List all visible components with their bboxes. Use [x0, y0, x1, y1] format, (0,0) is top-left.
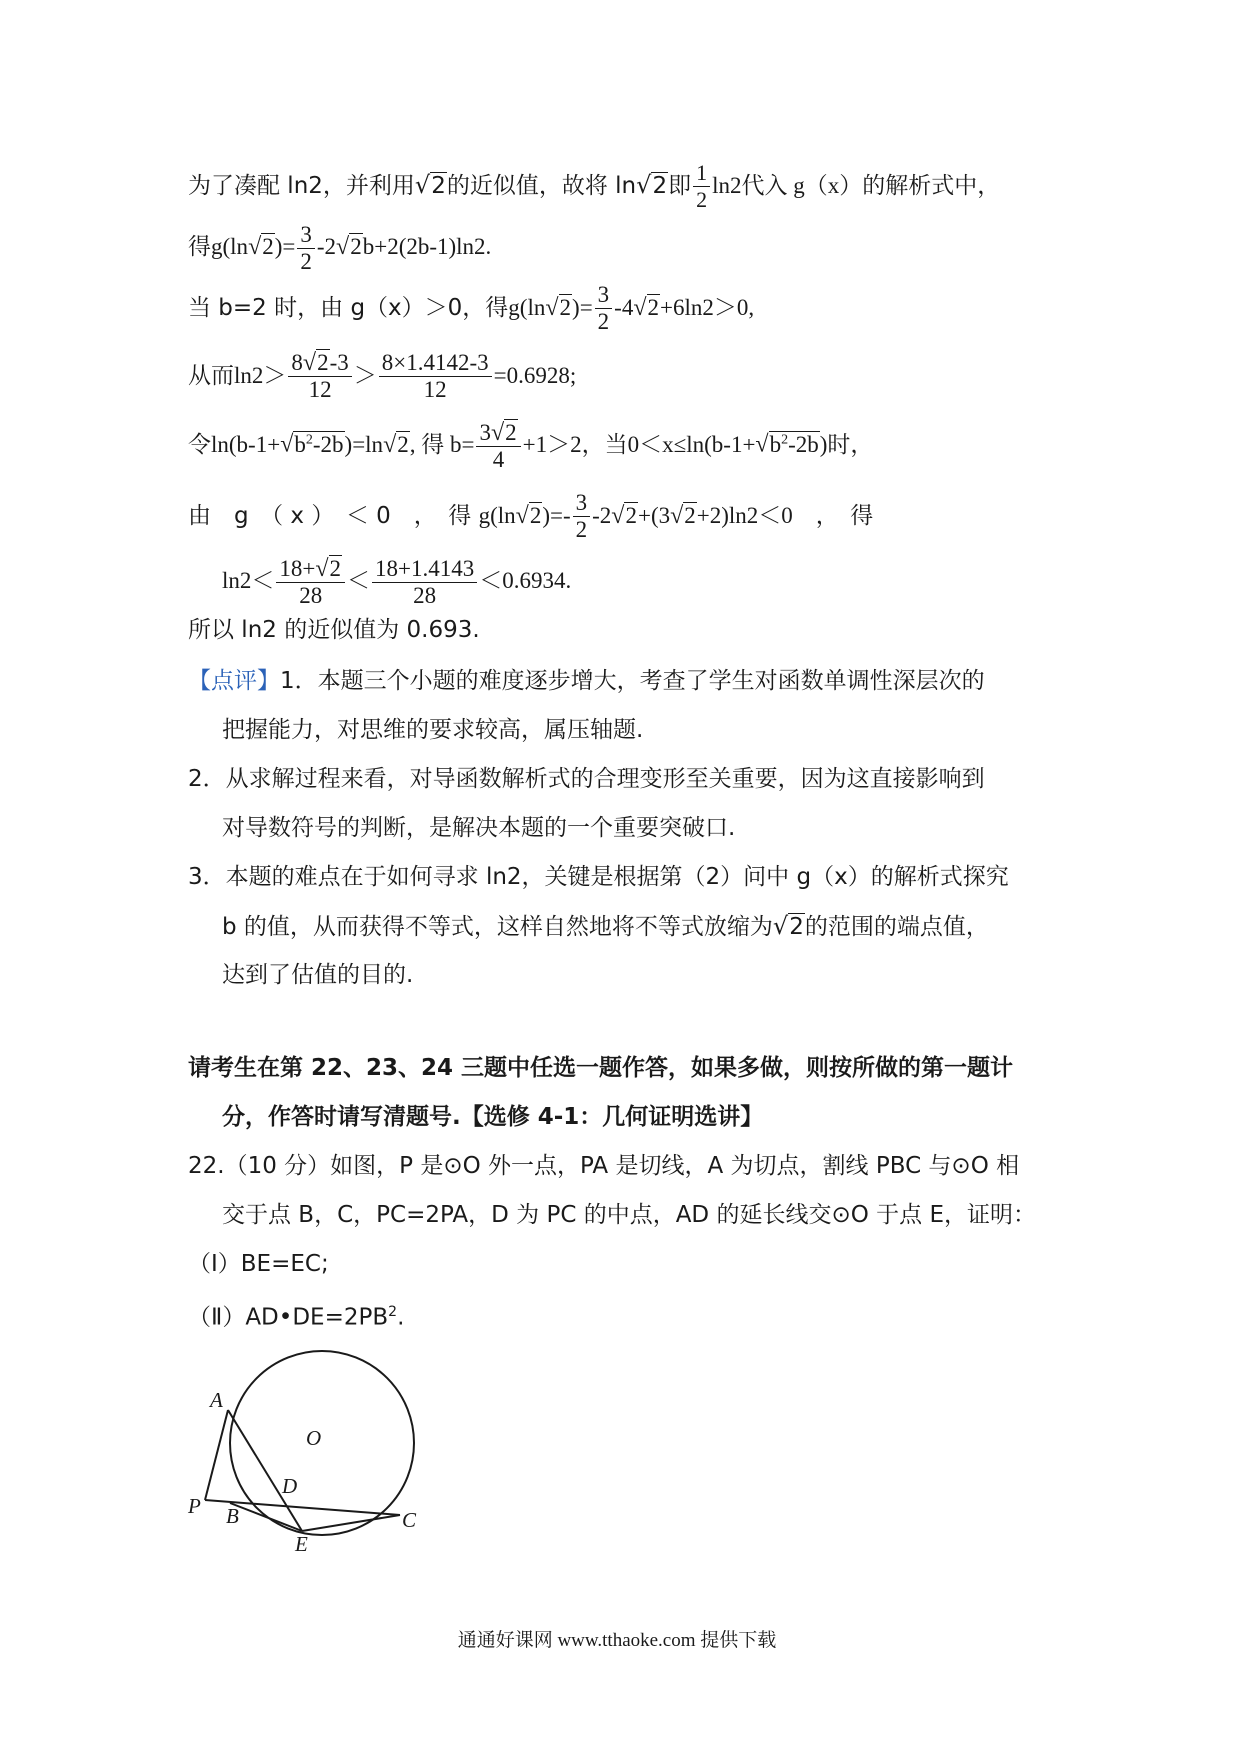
- line-11: 2．从求解过程来看，对导函数解析式的合理变形至关重要，因为这直接影响到: [188, 766, 985, 792]
- segment-ec: [302, 1515, 400, 1531]
- fraction: $\frac{8√2-3}{12}$: [288, 350, 351, 403]
- line-17: 分，作答时请写清题号.【选修 4-1：几何证明选讲】: [222, 1104, 764, 1130]
- sqrt: √2: [772, 912, 804, 940]
- text: -4: [614, 295, 634, 320]
- sqrt: √2: [633, 295, 660, 321]
- fraction: $\frac{3√2}{4}$: [476, 420, 520, 473]
- text: )时，: [819, 431, 874, 457]
- line-1: [188, 160, 1000, 213]
- part-2: [188, 1296, 404, 1334]
- label-e: E: [295, 1532, 308, 1556]
- fraction: $\frac{1}{2}$: [693, 160, 710, 213]
- text: -2: [316, 233, 337, 259]
- text: ＜0.6934.: [479, 567, 572, 593]
- line-12: 对导数符号的判断，是解决本题的一个重要突破口.: [222, 815, 736, 841]
- text: （Ⅱ）AD•DE=2PB: [188, 1304, 389, 1331]
- text: , 得 b=: [409, 431, 475, 457]
- text: 的范围的端点值，: [804, 914, 989, 940]
- sqrt: √2: [636, 171, 668, 199]
- text: )=: [274, 233, 296, 259]
- text: )=-: [542, 503, 571, 528]
- fraction: $\frac{18+1.4143}{28}$: [372, 556, 477, 609]
- sqrt: √2: [248, 233, 274, 260]
- line-16: 请考生在第 22、23、24 三题中任选一题作答，如果多做，则按所做的第一题计: [188, 1055, 1014, 1081]
- sqrt: √2: [383, 431, 409, 458]
- label-c: C: [402, 1508, 417, 1532]
- line-2: [188, 222, 491, 275]
- text: 得g(ln: [188, 233, 249, 259]
- text: ln2＜: [222, 567, 275, 593]
- line-13: 3．本题的难点在于如何寻求 ln2，关键是根据第（2）问中 g（x）的解析式探究: [188, 864, 1009, 890]
- text: 即: [668, 173, 692, 199]
- geometry-figure: [190, 1345, 430, 1555]
- text: 为了凑配 ln2，并利用: [188, 173, 415, 199]
- superscript: 2: [388, 1304, 398, 1320]
- text: -2: [592, 503, 612, 528]
- label-o: O: [306, 1426, 322, 1450]
- sqrt: $√b^2-2b$: [280, 431, 344, 458]
- text: +6ln2＞0,: [660, 295, 755, 320]
- sqrt: $√b^2-2b$: [755, 431, 819, 458]
- line-8: 所以 ln2 的近似值为 0.693.: [188, 617, 480, 643]
- text: )=ln: [344, 431, 384, 457]
- line-4: [188, 350, 576, 403]
- line-9: [188, 665, 985, 697]
- text: g(ln: [478, 503, 516, 528]
- sqrt: √2: [515, 503, 542, 529]
- text: 当 b=2 时，由 g（x）＞0，得: [188, 295, 509, 321]
- fraction: $\frac{8\times 1.4142-3}{12}$: [379, 350, 492, 403]
- sqrt: √2: [336, 233, 362, 260]
- text: ln2代入 g（x）的解析式中，: [712, 173, 1001, 198]
- label-b: B: [226, 1504, 239, 1528]
- text: ＞: [353, 363, 377, 388]
- text: 从而ln2＞: [188, 363, 287, 388]
- line-7: [222, 556, 571, 609]
- label-p: P: [188, 1494, 201, 1518]
- sqrt: √2: [611, 503, 637, 529]
- text: g(ln: [508, 295, 546, 320]
- segment-pa: [205, 1410, 228, 1500]
- label-d: D: [282, 1474, 298, 1498]
- text: +(3: [637, 503, 671, 528]
- sqrt: √2: [545, 295, 572, 321]
- text: 的近似值，故将 ln: [446, 173, 637, 199]
- line-6: [188, 490, 873, 543]
- line-5: [188, 420, 873, 473]
- text: =0.6928;: [493, 363, 577, 388]
- label-a: A: [210, 1388, 223, 1412]
- text: b+2(2b-1)ln2.: [362, 233, 492, 259]
- text: +2)ln2＜0 ， 得: [696, 503, 874, 528]
- line-3: [188, 282, 754, 335]
- text: +1＞2，当0＜x≤ln(b-1+: [522, 431, 756, 457]
- line-15: 达到了估值的目的.: [222, 962, 414, 988]
- text: ＜: [347, 567, 371, 593]
- line-14: [222, 910, 989, 943]
- text: 由 g （ x ） ＜ 0 ， 得: [188, 503, 472, 529]
- problem-22-cont: 交于点 B，C，PC=2PA，D 为 PC 的中点，AD 的延长线交⊙O 于点 E，证明：: [222, 1202, 1036, 1228]
- sqrt: √2: [670, 503, 696, 529]
- text: 令ln(b-1+: [188, 431, 281, 457]
- circle-o: [230, 1351, 414, 1535]
- footer: 通通好课网 www.tthaoke.com 提供下载: [457, 1630, 777, 1651]
- part-1: （Ⅰ）BE=EC;: [188, 1251, 329, 1277]
- text: )=: [572, 295, 593, 320]
- segment-ae: [228, 1410, 302, 1531]
- fraction: $\frac{3}{2}$: [573, 490, 591, 543]
- sqrt: √2: [414, 171, 446, 199]
- text: 1．本题三个小题的难度逐步增大，考查了学生对函数单调性深层次的: [280, 668, 985, 694]
- text: b 的值，从而获得不等式，这样自然地将不等式放缩为: [222, 914, 773, 940]
- comment-tag: 【点评】: [188, 668, 280, 694]
- fraction: $\frac{18+√2}{28}$: [276, 556, 345, 609]
- fraction: $\frac{3}{2}$: [595, 282, 613, 335]
- problem-22: 22.（10 分）如图，P 是⊙O 外一点，PA 是切线，A 为切点，割线 PBC 与⊙O 相: [188, 1153, 1020, 1179]
- text: .: [397, 1304, 405, 1331]
- line-10: 把握能力，对思维的要求较高，属压轴题.: [222, 717, 644, 743]
- fraction: $\frac{3}{2}$: [297, 222, 315, 275]
